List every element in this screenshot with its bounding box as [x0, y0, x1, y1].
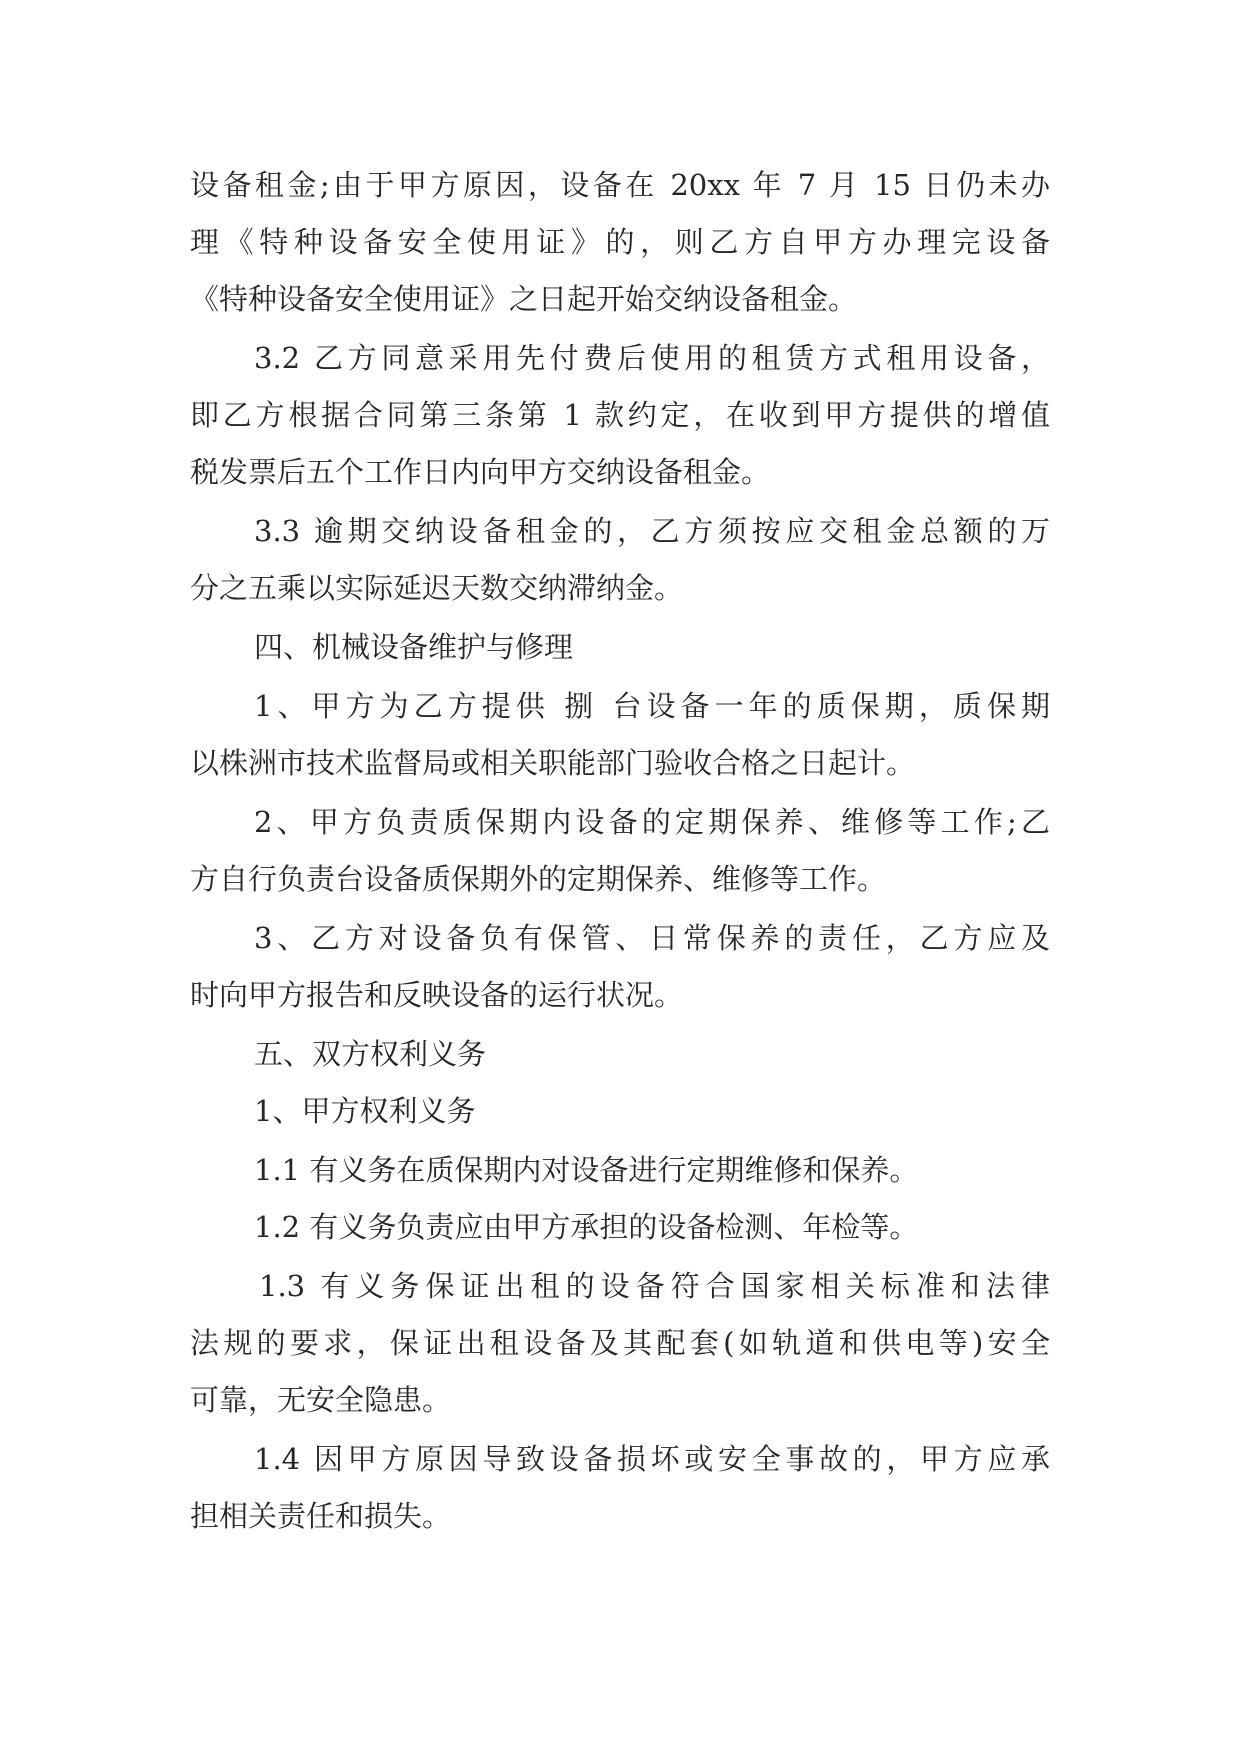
- text-line: 3.2 乙方同意采用先付费后使用的租赁方式租用设备，: [254, 341, 1050, 375]
- text-line: 1.1 有义务在质保期内对设备进行定期维修和保养。: [254, 1153, 919, 1187]
- section-heading: 四、机械设备维护与修理: [254, 630, 574, 664]
- text-line: 分之五乘以实际延迟天数交纳滞纳金。: [190, 571, 684, 605]
- text-line: 担相关责任和损失。: [190, 1499, 452, 1533]
- text-line: 法规的要求，保证出租设备及其配套(如轨道和供电等)安全: [190, 1326, 1050, 1360]
- text-line: 理《特种设备安全使用证》的，则乙方自甲方办理完设备: [190, 225, 1050, 259]
- text-line: 设备租金;由于甲方原因，设备在 20xx 年 7 月 15 日仍未办: [190, 168, 1050, 202]
- text-line: 3、乙方对设备负有保管、日常保养的责任，乙方应及: [254, 921, 1050, 955]
- text-line: 1.4 因甲方原因导致设备损坏或安全事故的，甲方应承: [254, 1442, 1050, 1476]
- text-line: 以株洲市技术监督局或相关职能部门验收合格之日起计。: [190, 746, 916, 780]
- text-line: 《特种设备安全使用证》之日起开始交纳设备租金。: [190, 282, 858, 316]
- text-line: 1.2 有义务负责应由甲方承担的设备检测、年检等。: [254, 1210, 919, 1244]
- subsection-heading: 1、甲方权利义务: [254, 1094, 476, 1128]
- text-line: 方自行负责台设备质保期外的定期保养、维修等工作。: [190, 862, 887, 896]
- section-heading: 五、双方权利义务: [254, 1037, 487, 1071]
- text-line: 可靠，无安全隐患。: [190, 1383, 452, 1417]
- text-line: 税发票后五个工作日内向甲方交纳设备租金。: [190, 455, 771, 489]
- text-line: 2、甲方负责质保期内设备的定期保养、维修等工作;乙: [254, 805, 1050, 839]
- text-line: 3.3 逾期交纳设备租金的，乙方须按应交租金总额的万: [254, 514, 1050, 548]
- text-line: 1.3 有义务保证出租的设备符合国家相关标准和法律: [259, 1269, 1050, 1303]
- text-line: 时向甲方报告和反映设备的运行状况。: [190, 978, 684, 1012]
- text-line: 1、甲方为乙方提供 捌 台设备一年的质保期，质保期: [254, 689, 1050, 723]
- text-line: 即乙方根据合同第三条第 1 款约定，在收到甲方提供的增值: [190, 398, 1050, 432]
